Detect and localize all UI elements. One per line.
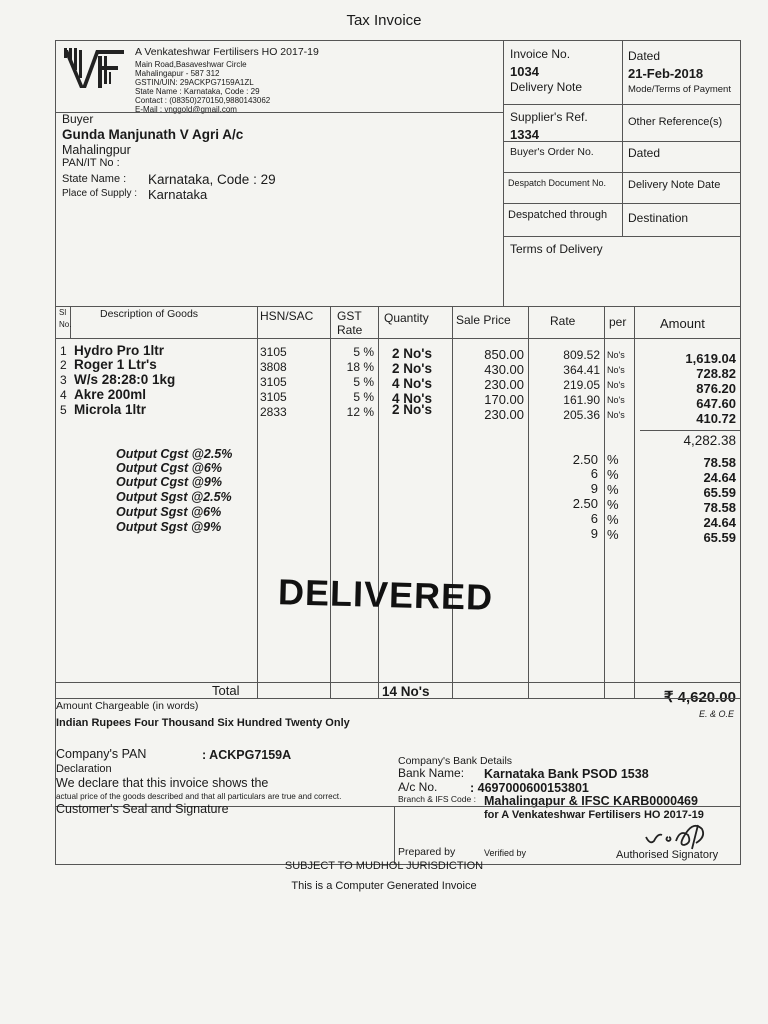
suppliers-ref-value: 1334 xyxy=(510,127,539,142)
dated-value: 21-Feb-2018 xyxy=(628,66,704,81)
tax-rate: 6 xyxy=(590,466,598,481)
th-sale: Sale Price xyxy=(456,313,511,327)
tax-amount: 65.59 xyxy=(703,485,736,500)
header-divider-line xyxy=(503,40,504,306)
item-per: No's xyxy=(607,350,625,360)
th-rate: Rate xyxy=(550,314,576,328)
company-pan-label: Company's PAN xyxy=(56,747,147,761)
item-gst: 12 % xyxy=(346,405,374,419)
item-sale: 170.00 xyxy=(484,392,524,407)
declaration-line-2: actual price of the goods described and that all particulars are true and correct. xyxy=(56,792,342,801)
seller-state: State Name : Karnataka, Code : 29 xyxy=(135,87,260,96)
item-rate: 364.41 xyxy=(563,363,600,377)
item-desc: Hydro Pro 1ltr xyxy=(74,343,165,358)
tax-rate: 2.50 xyxy=(572,452,598,467)
item-per: No's xyxy=(607,410,625,420)
item-sale: 230.00 xyxy=(484,377,524,392)
item-amount: 410.72 xyxy=(696,411,736,426)
item-gst: 18 % xyxy=(346,360,374,374)
subtotal-rule xyxy=(640,430,740,431)
vf-logo-icon xyxy=(60,44,130,94)
invoice-title: Tax Invoice xyxy=(346,12,422,29)
rule-2 xyxy=(503,141,740,142)
despatched-through-label: Despatched through xyxy=(508,209,608,221)
seller-gstin: GSTIN/UIN: 29ACKPG7159A1ZL xyxy=(135,78,254,87)
item-hsn: 3105 xyxy=(260,390,287,404)
branch-value: Mahalingapur & IFSC KARB0000469 xyxy=(484,794,698,808)
seller-address-2: Mahalingapur - 587 312 xyxy=(135,69,220,78)
rule-buyer xyxy=(55,112,503,113)
item-sl: 5 xyxy=(60,403,67,417)
rule-4 xyxy=(503,203,740,204)
destination-label: Destination xyxy=(628,211,689,225)
frame-top-line xyxy=(55,40,741,41)
declaration-label: Declaration xyxy=(56,763,112,775)
company-pan-value: : ACKPG7159A xyxy=(202,748,292,762)
tax-rate: 6 xyxy=(590,511,598,526)
item-qty: 4 No's xyxy=(392,376,432,391)
item-qty: 4 No's xyxy=(392,391,432,406)
tax-rate: 9 xyxy=(590,526,598,541)
delivery-note-label: Delivery Note xyxy=(510,80,583,94)
item-sl: 3 xyxy=(60,373,67,387)
item-sale: 230.00 xyxy=(484,407,524,422)
total-top-line xyxy=(55,682,741,683)
tax-label: Output Cgst @9% xyxy=(116,475,222,489)
col-line-desc xyxy=(257,306,258,698)
delivered-stamp: DELIVERED xyxy=(277,571,494,618)
item-sl: 1 xyxy=(60,344,67,358)
item-per: No's xyxy=(607,365,625,375)
frame-right-line xyxy=(740,40,741,864)
item-desc: Akre 200ml xyxy=(74,387,147,402)
total-label: Total xyxy=(212,683,240,698)
th-amount: Amount xyxy=(660,316,705,331)
th-no: No. xyxy=(59,320,72,329)
item-amount: 647.60 xyxy=(696,396,736,411)
item-gst: 5 % xyxy=(353,375,374,389)
seller-name: A Venkateshwar Fertilisers HO 2017-19 xyxy=(135,46,319,58)
amount-in-words: Indian Rupees Four Thousand Six Hundred Twenty Only xyxy=(56,717,350,729)
total-bottom-line xyxy=(55,698,741,699)
col-line-gst xyxy=(378,306,379,698)
company-logo xyxy=(60,44,130,94)
buyer-name: Gunda Manjunath V Agri A/c xyxy=(62,127,244,142)
bank-title: Company's Bank Details xyxy=(398,755,513,767)
buyer-supply-label: Place of Supply : xyxy=(62,188,138,199)
header-col-divider xyxy=(622,40,623,236)
item-rate: 809.52 xyxy=(563,348,600,362)
jurisdiction-note: SUBJECT TO MUDHOL JURISDICTION xyxy=(284,860,484,872)
computer-generated-note: This is a Computer Generated Invoice xyxy=(291,880,477,892)
declaration-line-1: We declare that this invoice shows the xyxy=(56,776,269,790)
item-desc: Roger 1 Ltr's xyxy=(74,357,157,372)
th-qty: Quantity xyxy=(384,311,429,325)
buyer-state-value: Karnataka, Code : 29 xyxy=(148,172,276,187)
frame-left-line xyxy=(55,40,56,864)
th-gst: GST xyxy=(337,309,362,323)
buyer-label: Buyer xyxy=(62,112,94,126)
item-gst: 5 % xyxy=(353,345,374,359)
other-ref-label: Other Reference(s) xyxy=(628,116,723,128)
tax-unit: % xyxy=(607,512,619,527)
suppliers-ref-label: Supplier's Ref. xyxy=(510,110,588,124)
seller-email: E-Mail : vnggold@gmail.com xyxy=(135,105,237,114)
item-sale: 850.00 xyxy=(484,347,524,362)
tax-unit: % xyxy=(607,467,619,482)
item-sl: 2 xyxy=(60,358,67,372)
item-hsn: 3808 xyxy=(260,360,287,374)
bank-name-label: Bank Name: xyxy=(398,766,465,780)
item-desc: Microla 1ltr xyxy=(74,402,147,417)
table-top-line xyxy=(55,306,741,307)
dated-label: Dated xyxy=(628,49,661,63)
tax-rate: 9 xyxy=(590,481,598,496)
customer-seal-label: Customer's Seal and Signature xyxy=(56,802,229,816)
tax-amount: 65.59 xyxy=(703,530,736,545)
tax-amount: 24.64 xyxy=(703,515,736,530)
tax-amount: 78.58 xyxy=(703,500,736,515)
mode-terms-label: Mode/Terms of Payment xyxy=(628,84,731,95)
buyer-pan-label: PAN/IT No : xyxy=(62,157,120,169)
tax-unit: % xyxy=(607,497,619,512)
total-amount: ₹ 4,620.00 xyxy=(663,689,736,706)
th-gst-rate: Rate xyxy=(337,323,363,337)
for-company-label: for A Venkateshwar Fertilisers HO 2017-19 xyxy=(484,809,704,821)
col-line-per xyxy=(634,306,635,698)
col-line-rate xyxy=(604,306,605,698)
item-rate: 219.05 xyxy=(563,378,600,392)
rule-1 xyxy=(503,104,740,105)
seller-contact: Contact : (08350)270150,9880143062 xyxy=(135,96,271,105)
tax-unit: % xyxy=(607,482,619,497)
delivery-note-date-label: Delivery Note Date xyxy=(628,179,721,191)
item-amount: 876.20 xyxy=(696,381,736,396)
item-per: No's xyxy=(607,380,625,390)
item-amount: 728.82 xyxy=(696,366,736,381)
verified-by-label: Verified by xyxy=(484,848,527,858)
item-sale: 430.00 xyxy=(484,362,524,377)
item-rate: 205.36 xyxy=(563,408,600,422)
col-line-sale xyxy=(528,306,529,698)
chargeable-label: Amount Chargeable (in words) xyxy=(56,700,199,712)
th-desc: Description of Goods xyxy=(100,308,199,320)
terms-delivery-label: Terms of Delivery xyxy=(510,242,603,256)
tax-rate: 2.50 xyxy=(572,496,598,511)
item-hsn: 3105 xyxy=(260,375,287,389)
tax-label: Output Cgst @6% xyxy=(116,461,222,475)
col-line-hsn xyxy=(330,306,331,698)
tax-amount: 78.58 xyxy=(703,455,736,470)
branch-label: Branch & IFS Code : xyxy=(398,794,476,804)
ac-value: : 4697000600153801 xyxy=(470,781,589,795)
tax-unit: % xyxy=(607,452,619,467)
invoice-no-value: 1034 xyxy=(510,64,539,79)
tax-amount: 24.64 xyxy=(703,470,736,485)
item-gst: 5 % xyxy=(353,390,374,404)
item-desc: W/s 28:28:0 1kg xyxy=(74,372,176,387)
col-line-qty xyxy=(452,306,453,698)
buyers-order-label: Buyer's Order No. xyxy=(510,146,594,158)
buyer-state-label: State Name : xyxy=(62,173,127,185)
tax-label: Output Sgst @9% xyxy=(116,520,222,534)
tax-label: Output Cgst @2.5% xyxy=(116,447,233,461)
eoe-label: E. & O.E xyxy=(698,709,734,719)
tax-unit: % xyxy=(607,527,619,542)
rule-5 xyxy=(503,236,740,237)
tax-label: Output Sgst @6% xyxy=(116,505,222,519)
item-qty: 2 No's xyxy=(392,346,432,361)
ac-label: A/c No. xyxy=(398,780,438,794)
item-hsn: 3105 xyxy=(260,345,287,359)
th-per: per xyxy=(609,315,627,329)
buyer-supply-value: Karnataka xyxy=(148,187,208,202)
item-hsn: 2833 xyxy=(260,405,287,419)
seller-address-1: Main Road,Basaveshwar Circle xyxy=(135,60,247,69)
total-qty: 14 No's xyxy=(382,684,430,699)
subtotal-amount: 4,282.38 xyxy=(683,433,736,448)
item-per: No's xyxy=(607,395,625,405)
bank-name-value: Karnataka Bank PSOD 1538 xyxy=(484,767,649,781)
th-sl: Sl xyxy=(59,308,67,317)
invoice-no-label: Invoice No. xyxy=(510,47,571,61)
item-rate: 161.90 xyxy=(563,393,600,407)
tax-label: Output Sgst @2.5% xyxy=(116,490,232,504)
item-amount: 1,619.04 xyxy=(685,351,736,366)
th-hsn: HSN/SAC xyxy=(260,309,314,323)
prepared-by-label: Prepared by xyxy=(398,846,456,858)
authorised-signatory-label: Authorised Signatory xyxy=(616,849,719,861)
rule-3 xyxy=(503,172,740,173)
item-qty: 2 No's xyxy=(392,402,432,417)
buyer-city: Mahalingpur xyxy=(62,143,131,157)
dated2-label: Dated xyxy=(628,146,661,160)
item-sl: 4 xyxy=(60,388,67,402)
item-qty: 2 No's xyxy=(392,361,432,376)
signature-divider xyxy=(394,806,395,864)
table-header-bottom xyxy=(55,338,741,339)
despatch-doc-label: Despatch Document No. xyxy=(508,178,607,188)
